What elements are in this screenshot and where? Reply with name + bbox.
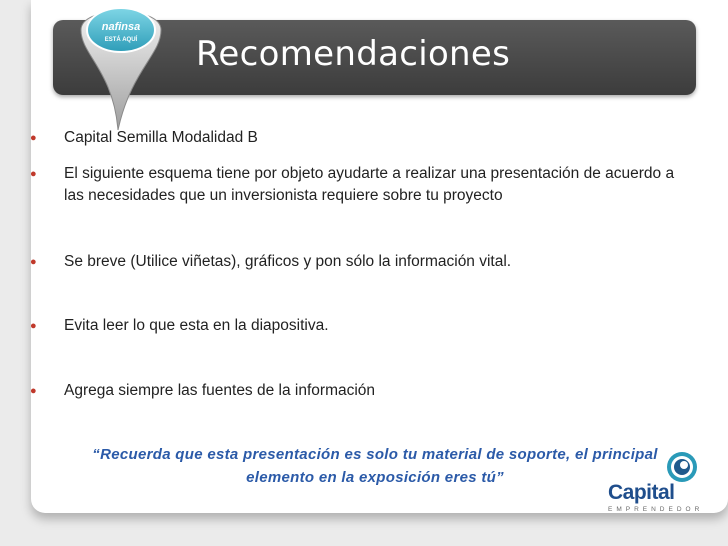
bullet-icon: ●: [30, 256, 37, 268]
nafinsa-pin-icon: [66, 0, 176, 135]
closing-quote: [70, 443, 680, 489]
capital-logo: [604, 450, 704, 516]
quote-line-2: elemento en la exposición eres tú”: [246, 469, 504, 486]
bullet-icon: ●: [30, 132, 37, 144]
slide-title: Recomendaciones: [196, 34, 511, 74]
badge-tagline: ESTÁ AQUÍ: [104, 37, 138, 43]
logo-name: Capital: [608, 481, 675, 504]
quote-line-1: “Recuerda que esta presentación es solo tu material de soporte, el principal: [92, 446, 658, 463]
bullet-icon: ●: [30, 385, 37, 397]
logo-ring-icon: [665, 450, 699, 484]
badge-brand: nafinsa: [101, 21, 141, 33]
bullet-icon: ●: [30, 168, 37, 180]
logo-subtitle: EMPRENDEDOR: [608, 506, 704, 513]
bullet-icon: ●: [30, 320, 37, 332]
